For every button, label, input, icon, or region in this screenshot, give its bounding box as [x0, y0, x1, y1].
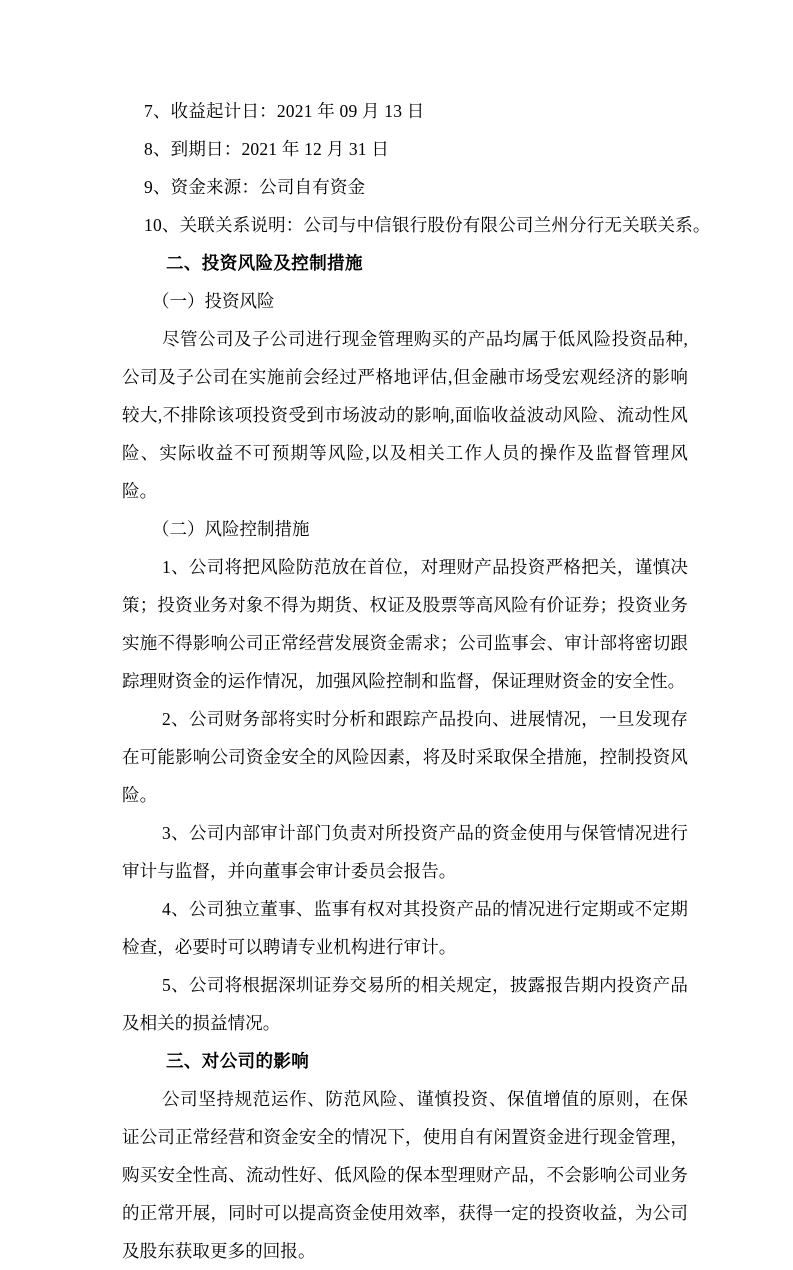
paragraph-control-3: 3、公司内部审计部门负责对所投资产品的资金使用与保管情况进行审计与监督，并向董事会审计委员会报告。: [122, 823, 688, 881]
paragraph-control-2: 2、公司财务部将实时分析和跟踪产品投向、进展情况，一旦发现存在可能影响公司资金安全的风险因素，将及时采取保全措施，控制投资风险。: [122, 709, 688, 805]
paragraph-control-5: 5、公司将根据深圳证券交易所的相关规定，披露报告期内投资产品及相关的损益情况。: [122, 975, 688, 1033]
item-8-maturity-date: 8、到期日：2021 年 12 月 31 日: [144, 139, 390, 159]
item-9-fund-source: 9、资金来源：公司自有资金: [144, 177, 366, 197]
subsection-label-risk-control: （二）风险控制措施: [152, 519, 310, 539]
section-heading-two: 二、投资风险及控制措施: [166, 253, 363, 273]
paragraph-control-4: 4、公司独立董事、监事有权对其投资产品的情况进行定期或不定期检查，必要时可以聘请专业机构进行审计。: [122, 899, 688, 957]
paragraph-company-impact: 公司坚持规范运作、防范风险、谨慎投资、保值增值的原则，在保证公司正常经营和资金安全的情况下，使用自有闲置资金进行现金管理，购买安全性高、流动性好、低风险的保本型理财产品，不会影响公司业务的正常开展，同时可以提高资金使用效率，获得一定的投资收益，为公司及股东获取更多的回报。: [122, 1089, 688, 1261]
subsection-label-investment-risk: （一）投资风险: [152, 291, 275, 311]
item-7-income-start-date: 7、收益起计日：2021 年 09 月 13 日: [144, 101, 425, 121]
paragraph-investment-risk: 尽管公司及子公司进行现金管理购买的产品均属于低风险投资品种,公司及子公司在实施前会经过严格地评估,但金融市场受宏观经济的影响较大,不排除该项投资受到市场波动的影响,面临收益波动风险、流动性风险、实际收益不可预期等风险,以及相关工作人员的操作及监督管理风险。: [122, 329, 688, 501]
paragraph-control-1: 1、公司将把风险防范放在首位，对理财产品投资严格把关，谨慎决策；投资业务对象不得为期货、权证及股票等高风险有价证券；投资业务实施不得影响公司正常经营发展资金需求；公司监事会、审计部将密切跟踪理财资金的运作情况，加强风险控制和监督，保证理财资金的安全性。: [122, 557, 688, 691]
item-10-related-party: 10、关联关系说明：公司与中信银行股份有限公司兰州分行无关联关系。: [144, 215, 711, 235]
section-heading-three: 三、对公司的影响: [166, 1051, 310, 1071]
